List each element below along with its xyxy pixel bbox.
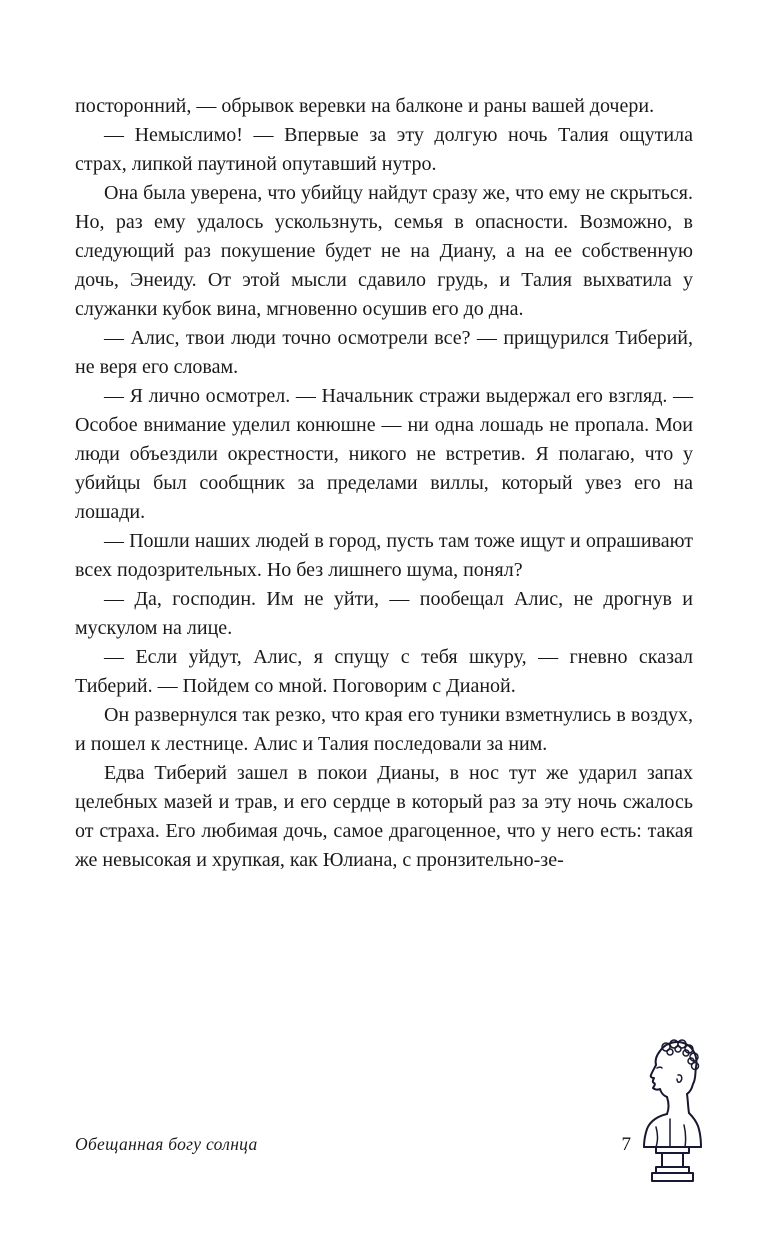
paragraph: — Алис, твои люди точно осмотрели все? — прищурился Тиберий, не веря его словам. (75, 327, 693, 378)
paragraph: — Пошли наших людей в город, пусть там тоже ищут и опрашивают всех подозрительных. Но без лишнего шума, понял? (75, 530, 693, 581)
paragraph: Она была уверена, что убийцу найдут сразу же, что ему не скрыться. Но, раз ему удалось ускользнуть, семья в опасности. Возможно, в следующий раз покушение будет не на Диану, а на ее собственную дочь, Энеиду. От этой мысли сдавило грудь, и Талия выхватила у служанки кубок вина, мгновенно осушив его до дна. (75, 182, 693, 320)
paragraph: — Я лично осмотрел. — Начальник стражи выдержал его взгляд. — Особое внимание уделил конюшне — ни одна лошадь не пропала. Мои люди объездили окрестности, никого не встретив. Я полагаю, что у убийцы был сообщник за пределами виллы, который увез его на лошади. (75, 385, 693, 523)
paragraph: посторонний, — обрывок веревки на балконе и раны вашей дочери. (75, 95, 655, 117)
paragraph: Едва Тиберий зашел в покои Дианы, в нос тут же ударил запах целебных мазей и трав, и его сердце в который раз за эту ночь сжалось от страха. Его любимая дочь, самое драгоценное, что у него есть: такая же невысокая и хрупкая, как Юлиана, с пронзительно-зе- (75, 762, 693, 871)
paragraph: Он развернулся так резко, что края его туники взметнулись в воздух, и пошел к лестнице. Алис и Талия последовали за ним. (75, 704, 693, 755)
running-title: Обещанная богу солнца (75, 1134, 258, 1154)
body-text (75, 92, 693, 875)
paragraph: — Да, господин. Им не уйти, — пообещал Алис, не дрогнув и мускулом на лице. (75, 588, 693, 639)
bust-statue-icon (626, 1034, 716, 1186)
paragraph: — Немыслимо! — Впервые за эту долгую ночь Талия ощутила страх, липкой паутиной опутавший нутро. (75, 124, 693, 175)
paragraph: — Если уйдут, Алис, я спущу с тебя шкуру, — гневно сказал Тиберий. — Пойдем со мной. Поговорим с Дианой. (75, 646, 693, 697)
page-footer (75, 1134, 693, 1156)
classical-bust-illustration (626, 1034, 716, 1186)
page-number: 7 (621, 1134, 631, 1155)
